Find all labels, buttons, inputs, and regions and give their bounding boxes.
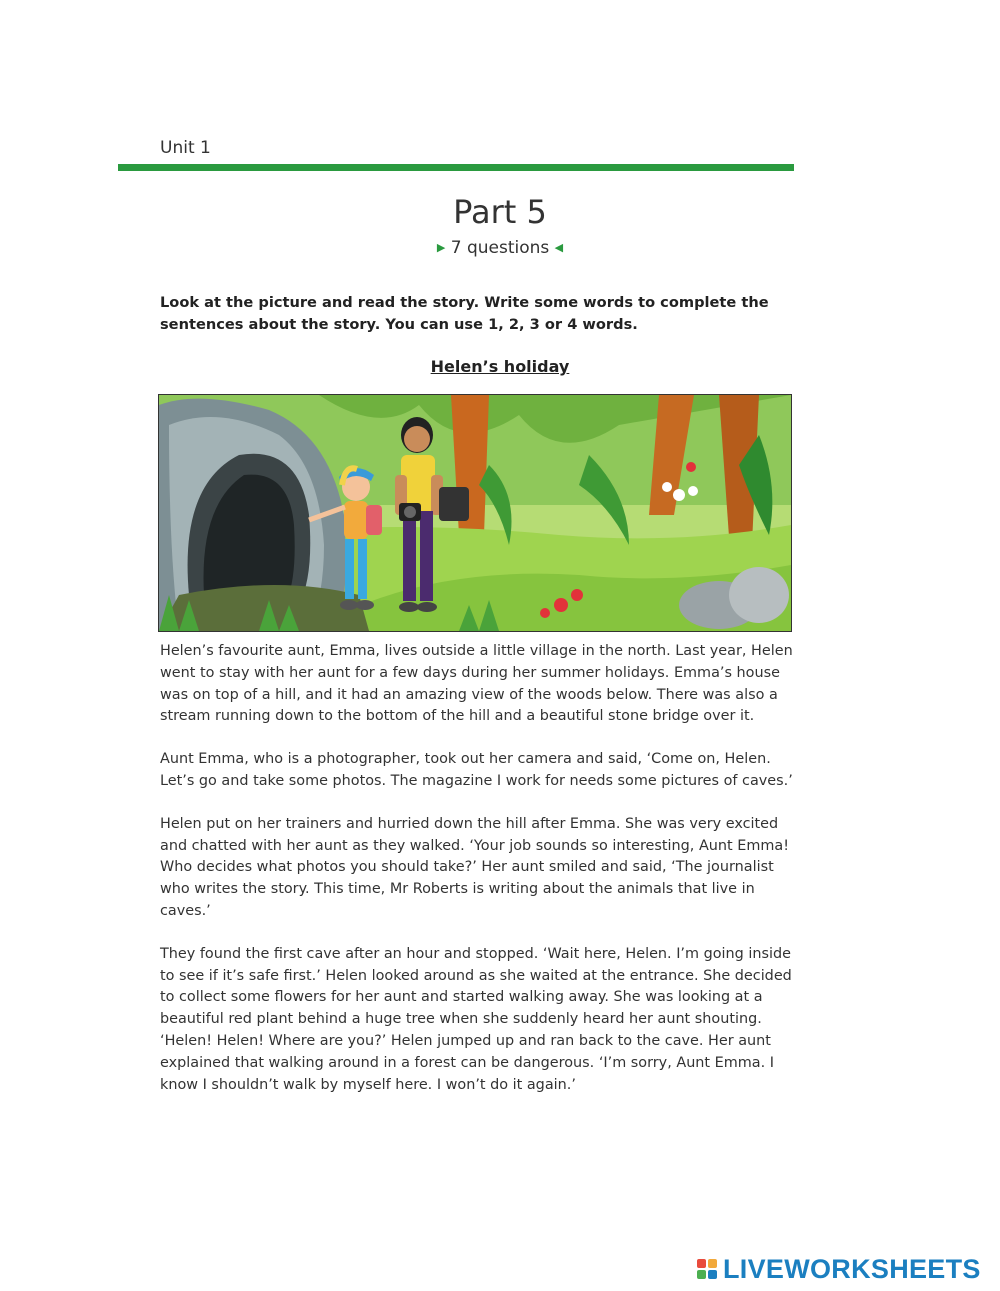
unit-label: Unit 1 xyxy=(160,138,211,158)
logo-mark-l xyxy=(697,1259,706,1268)
part-title: Part 5 xyxy=(453,193,547,231)
logo-mark-e xyxy=(708,1270,717,1279)
questions-count-text: 7 questions xyxy=(450,238,550,258)
story-title: Helen’s holiday xyxy=(430,357,570,376)
story-paragraph-2: Aunt Emma, who is a photographer, took out her camera and said, ‘Come on, Helen. Let’s go and take some photos. The magazine I work for needs some pictures of caves.’ xyxy=(160,751,793,789)
green-header-rule xyxy=(118,164,794,171)
instructions: Look at the picture and read the story. Write some words to complete the sentences about the story. You can use 1, 2, 3 or 4 words. xyxy=(160,294,769,333)
arrow-left-icon: ◀ xyxy=(554,241,564,254)
logo-mark-v xyxy=(697,1270,706,1279)
logo-mark-i xyxy=(708,1259,717,1268)
arrow-right-icon: ▶ xyxy=(436,241,446,254)
logo-text: LIVEWORKSHEETS xyxy=(723,1253,981,1284)
liveworksheets-logo[interactable] xyxy=(697,1254,981,1284)
story-text xyxy=(160,641,800,1117)
questions-count xyxy=(0,238,1000,258)
story-paragraph-3: Helen put on her trainers and hurried down the hill after Emma. She was very excited and chatted with her aunt as they walked. ‘Your job sounds so interesting, Aunt Emma! Who decides what photos you should take?’ Her aunt smiled and said, ‘The journalist who writes the story. This time, Mr Roberts is writing about the animals that live in caves.’ xyxy=(160,815,789,919)
story-paragraph-4: They found the first cave after an hour and stopped. ‘Wait here, Helen. I’m going inside to see if it’s safe first.’ Helen looked around as she waited at the entrance. She decided to collect some flowers for her aunt and started walking away. She was looking at a beautiful red plant behind a huge tree when she suddenly heard her aunt shouting. ‘Helen! Helen! Where are you?’ Helen jumped up and ran back to the cave. Her aunt explained that walking around in a forest can be dangerous. ‘I’m sorry, Aunt Emma. I know I shouldn’t walk by myself here. I won’t do it again.’ xyxy=(160,945,792,1093)
story-paragraph-1: Helen’s favourite aunt, Emma, lives outside a little village in the north. Last year, Helen went to stay with her aunt for a few days during her summer holidays. Emma’s house was on top of a hill, and it had an amazing view of the woods below. There was also a stream running down to the bottom of the hill and a beautiful stone bridge over it. xyxy=(160,643,793,725)
liveworksheets-logo-icon xyxy=(697,1259,717,1279)
story-illustration xyxy=(158,394,792,632)
